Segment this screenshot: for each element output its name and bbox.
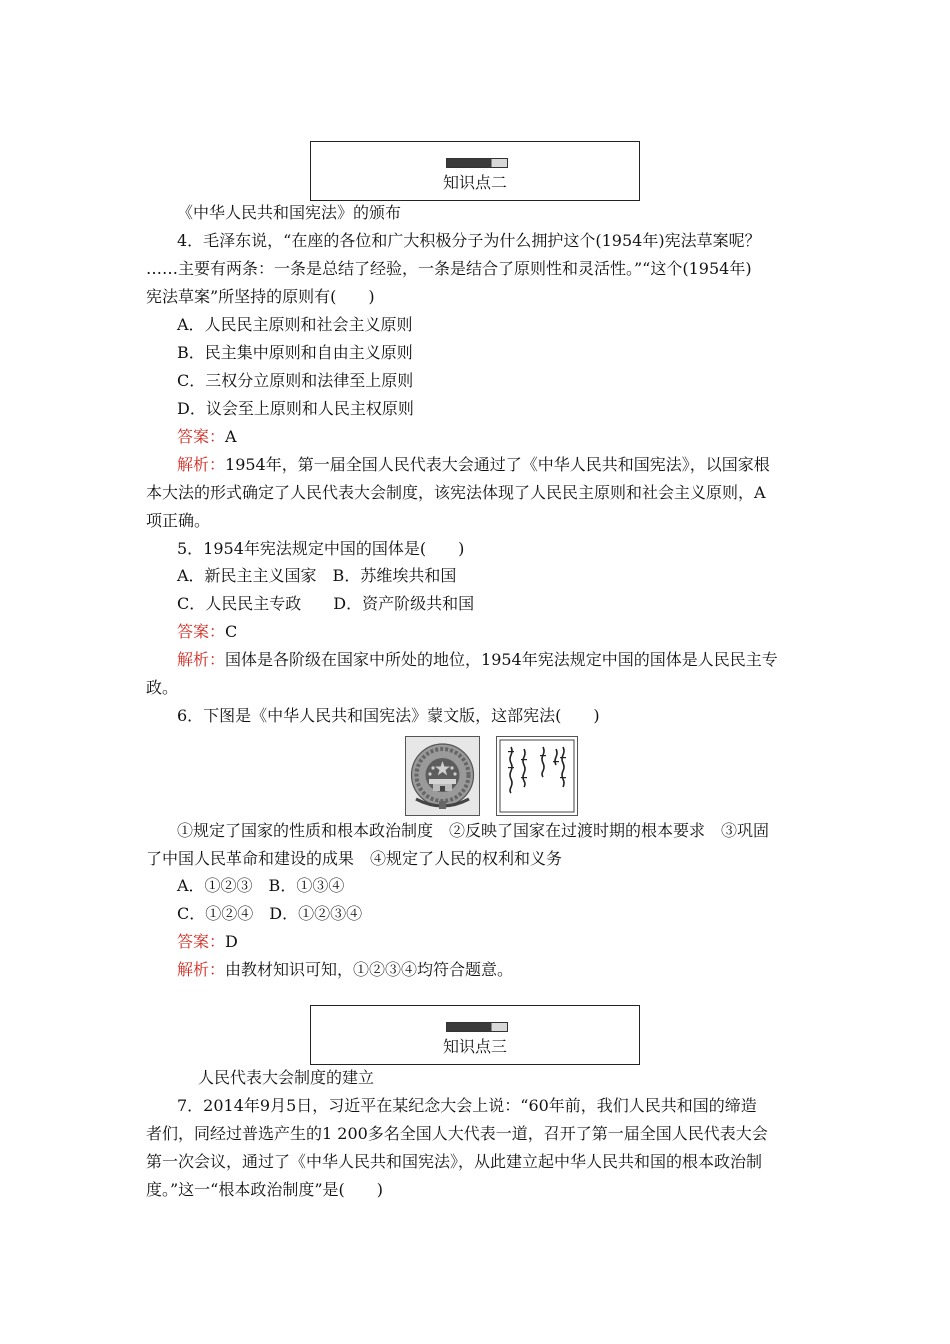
answer-value: A xyxy=(225,427,237,446)
explanation-text: 政。 xyxy=(146,678,179,697)
explanation-label: 解析： xyxy=(177,650,226,669)
statement-line: 了中国人民革命和建设的成果 ④规定了人民的权利和义务 xyxy=(146,849,563,868)
option-d: D．议会至上原则和人民主权原则 xyxy=(177,399,414,418)
question-4-stem: 宪法草案”所坚持的原则有( ) xyxy=(146,287,375,306)
answer-label: 答案： xyxy=(177,427,226,446)
section-title: 人民代表大会制度的建立 xyxy=(198,1068,375,1087)
section-bar-icon xyxy=(446,1022,508,1032)
explanation-line xyxy=(177,960,513,980)
explanation-line xyxy=(177,650,778,670)
question-4-stem: ……主要有两条：一条是总结了经验，一条是结合了原则性和灵活性。”“这个(1954年) xyxy=(146,259,752,278)
knowledge-point-header-3 xyxy=(310,1005,640,1065)
explanation-text: 1954年，第一届全国人民代表大会通过了《中华人民共和国宪法》，以国家根 xyxy=(225,455,770,474)
answer-line xyxy=(177,427,237,447)
option-b: B．民主集中原则和自由主义原则 xyxy=(177,343,413,362)
option-c: C．三权分立原则和法律至上原则 xyxy=(177,371,414,390)
answer-value: C xyxy=(225,622,238,641)
constitution-cover-image xyxy=(405,736,480,816)
question-6-stem: 6．下图是《中华人民共和国宪法》蒙文版，这部宪法( ) xyxy=(177,706,600,725)
explanation-label: 解析： xyxy=(177,455,226,474)
question-7-stem: 者们，同经过普选产生的1 200多名全国人大代表一道，召开了第一届全国人民代表大会 xyxy=(146,1124,768,1143)
mongolian-script-icon xyxy=(497,737,577,815)
option-a: A．人民民主原则和社会主义原则 xyxy=(177,315,413,334)
question-4-stem: 4．毛泽东说，“在座的各位和广大积极分子为什么拥护这个(1954年)宪法草案呢？ xyxy=(177,231,761,250)
national-emblem-icon xyxy=(406,737,479,815)
options-ab: A．新民主主义国家 B．苏维埃共和国 xyxy=(177,566,457,585)
options-ab: A．①②③ B．①③④ xyxy=(177,876,345,895)
section-bar-icon xyxy=(446,158,508,168)
answer-line xyxy=(177,932,238,952)
explanation-text: 国体是各阶级在国家中所处的地位，1954年宪法规定中国的国体是人民民主专 xyxy=(225,650,778,669)
answer-label: 答案： xyxy=(177,932,226,951)
knowledge-point-label: 知识点三 xyxy=(442,1037,507,1056)
explanation-line xyxy=(177,455,770,475)
question-5-stem: 5．1954年宪法规定中国的国体是( ) xyxy=(177,539,465,558)
question-7-stem: 7．2014年9月5日，习近平在某纪念大会上说：“60年前，我们人民共和国的缔造 xyxy=(177,1096,757,1115)
explanation-text: 项正确。 xyxy=(146,511,211,530)
question-7-stem: 第一次会议，通过了《中华人民共和国宪法》，从此建立起中华人民共和国的根本政治制 xyxy=(146,1152,763,1171)
section-title: 《中华人民共和国宪法》的颁布 xyxy=(177,203,402,222)
explanation-text: 由教材知识可知，①②③④均符合题意。 xyxy=(225,960,514,979)
statement-line: ①规定了国家的性质和根本政治制度 ②反映了国家在过渡时期的根本要求 ③巩固 xyxy=(177,821,770,840)
knowledge-point-label: 知识点二 xyxy=(442,173,507,192)
question-7-stem: 度。”这一“根本政治制度”是( ) xyxy=(146,1180,384,1199)
knowledge-point-header-2 xyxy=(310,141,640,201)
answer-label: 答案： xyxy=(177,622,226,641)
options-cd: C．人民民主专政 D．资产阶级共和国 xyxy=(177,594,475,613)
explanation-text: 本大法的形式确定了人民代表大会制度，该宪法体现了人民民主原则和社会主义原则，A xyxy=(146,483,766,502)
answer-line xyxy=(177,622,237,642)
mongolian-script-image xyxy=(496,736,578,816)
answer-value: D xyxy=(225,932,238,951)
options-cd: C．①②④ D．①②③④ xyxy=(177,904,363,923)
explanation-label: 解析： xyxy=(177,960,226,979)
